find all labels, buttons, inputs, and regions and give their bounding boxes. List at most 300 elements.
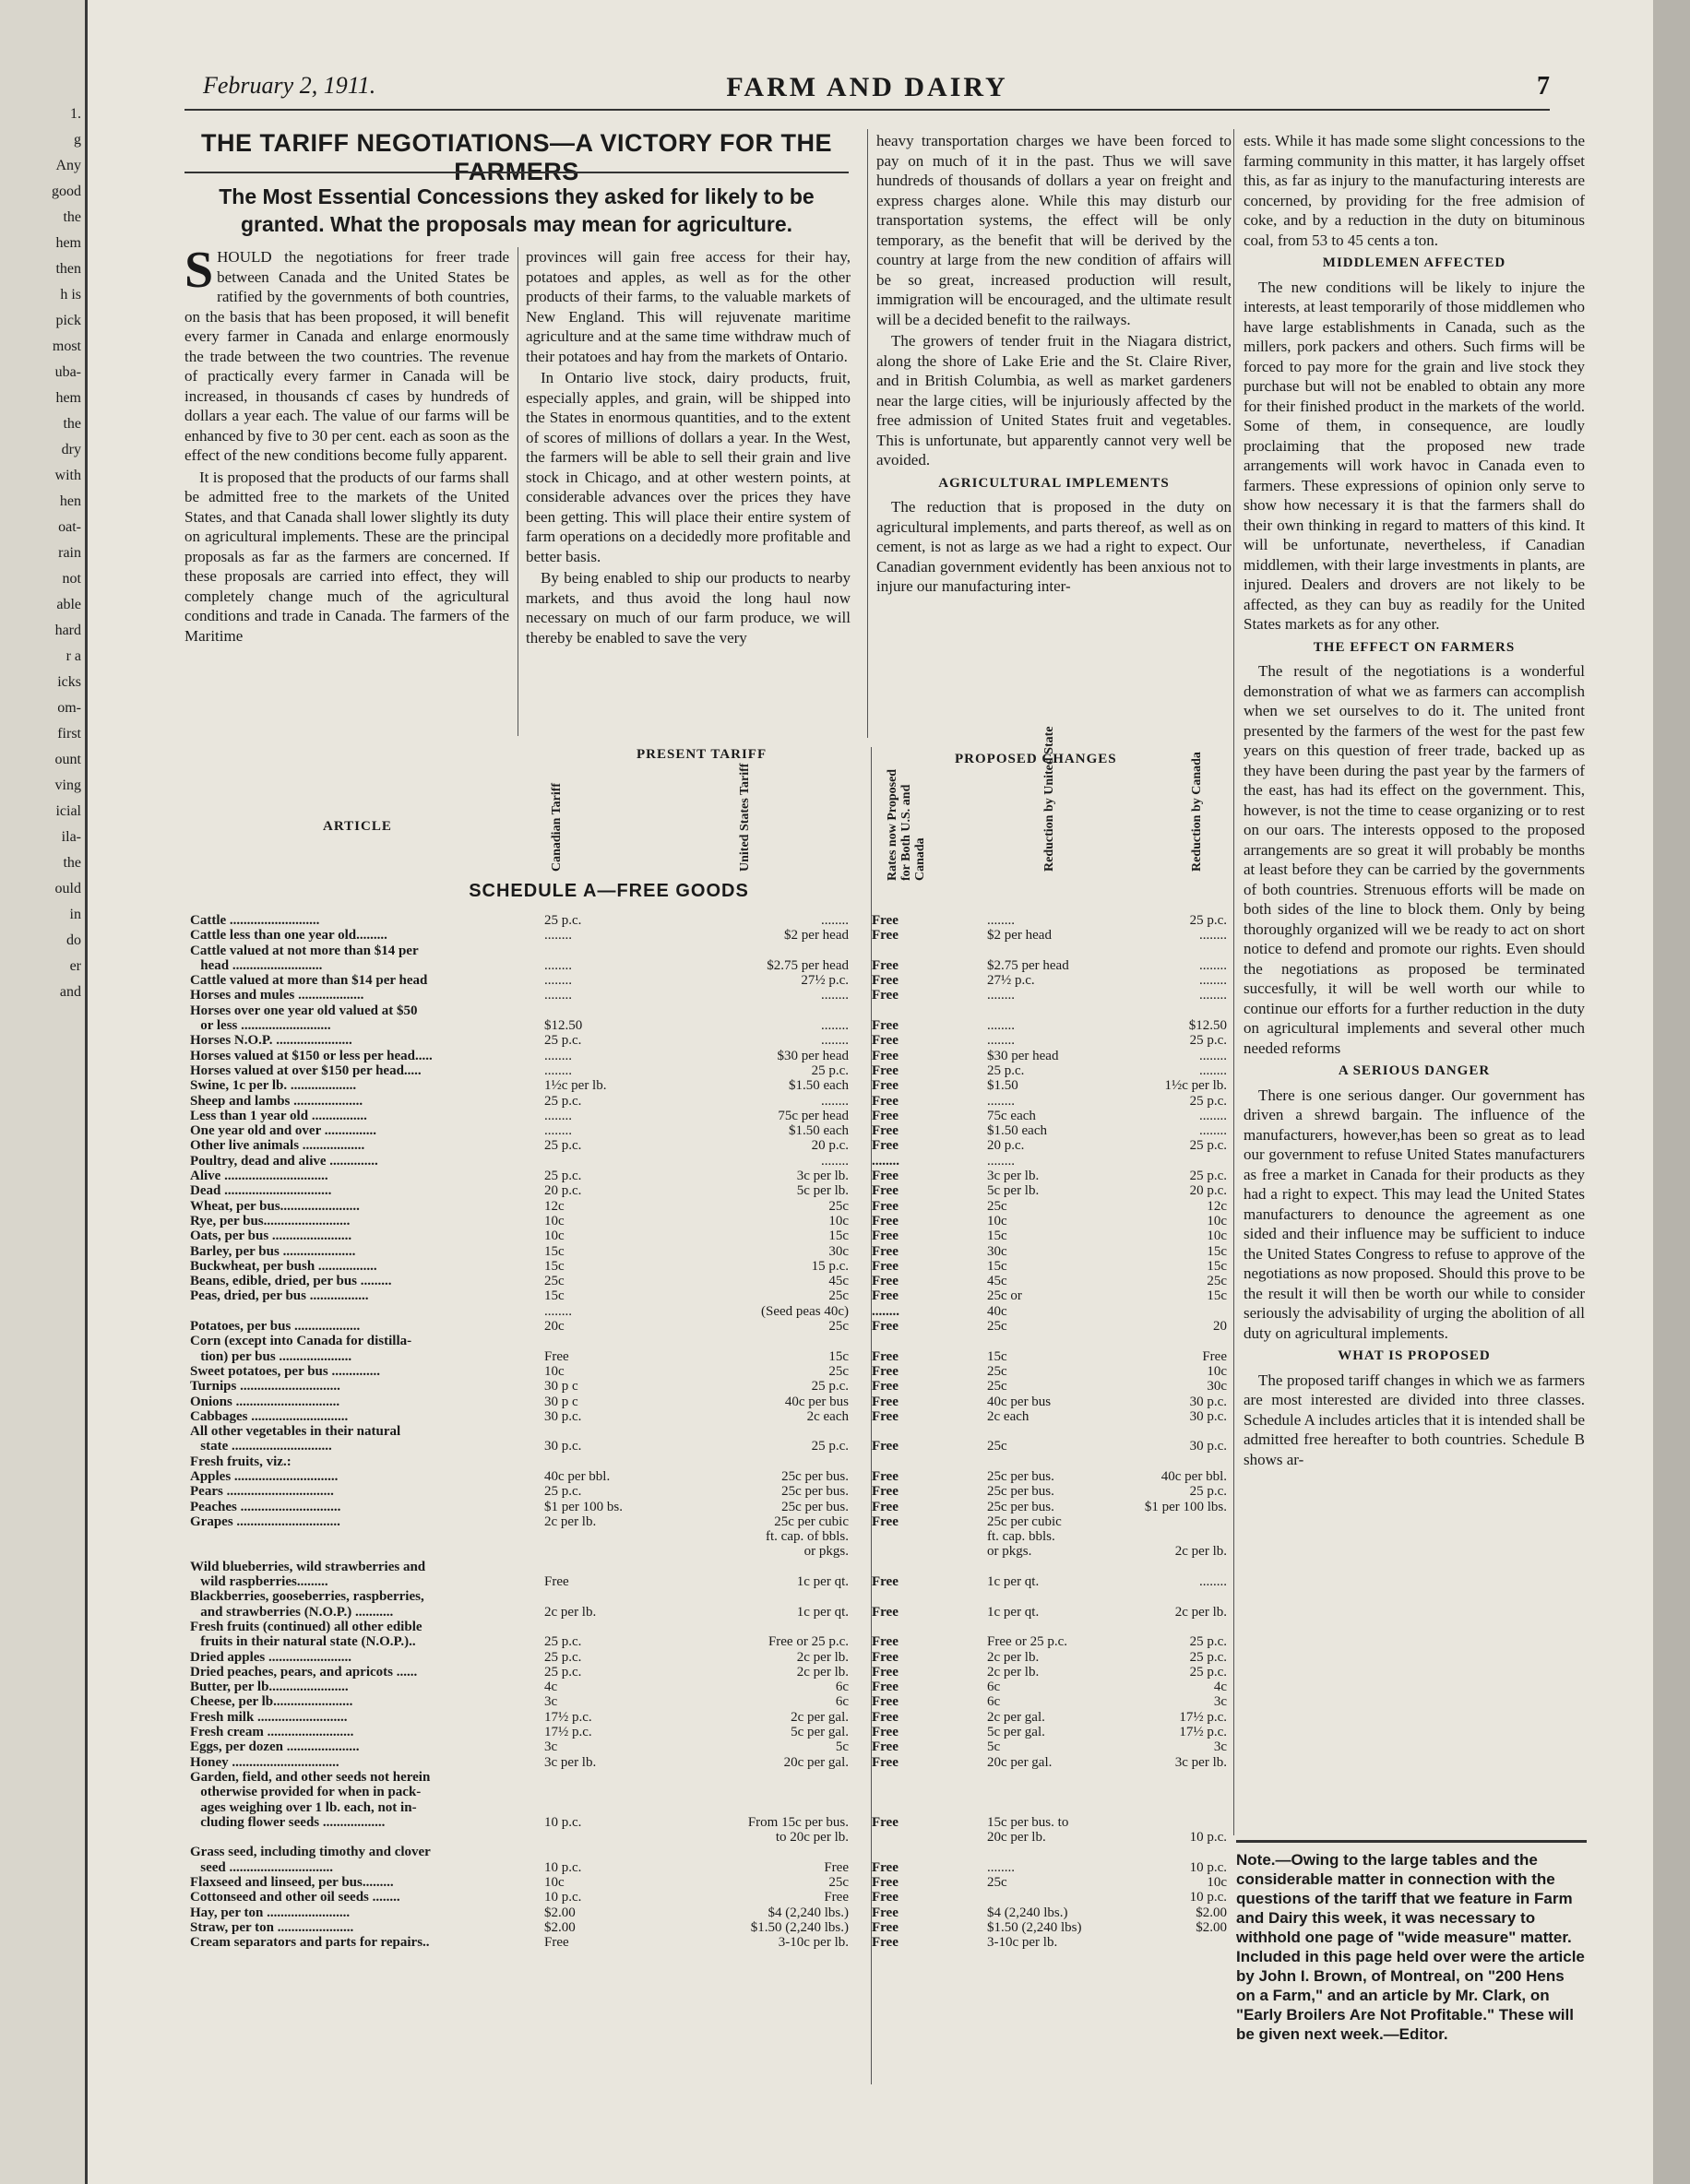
- article-cell: Horses over one year old valued at $50: [190, 1003, 418, 1018]
- reduction-us-cell: 25c: [987, 1875, 1007, 1890]
- reduction-canada-cell: 25 p.c.: [1189, 1093, 1227, 1109]
- us-tariff-cell: ........: [821, 1018, 849, 1034]
- facing-page-fragment: g: [74, 132, 81, 148]
- reduction-canada-cell: 10c: [1207, 1363, 1227, 1379]
- proposed-changes-heading: PROPOSED CHANGES: [955, 752, 1117, 766]
- article-cell: wild raspberries.........: [190, 1574, 328, 1590]
- reduction-us-cell: 27½ p.c.: [987, 973, 1035, 989]
- proposed-rate-cell: Free: [872, 1108, 899, 1123]
- canadian-tariff-cell: 10c: [544, 1363, 565, 1379]
- article-cell: Fresh milk ..........................: [190, 1709, 348, 1725]
- article-headline: THE TARIFF NEGOTIATIONS—A VICTORY FOR THE FARMERS: [200, 129, 832, 185]
- article-cell: cluding flower seeds ..................: [190, 1814, 386, 1830]
- paragraph: The growers of tender fruit in the Niagara district, along the shore of Lake Erie and the St. Claire River, and in British Columbia, as well as market gardeners near the large cities, will be injuriously affected by the free admission of United States fruit and vegetables. This is unfortunate, but apparently cannot very well be avoided.: [876, 332, 1232, 469]
- proposed-rate-cell: Free: [872, 1062, 899, 1078]
- canadian-tariff-cell: Free: [544, 1348, 569, 1364]
- article-cell: Butter, per lb.......................: [190, 1680, 349, 1695]
- reduction-canada-cell: 10 p.c.: [1189, 1859, 1227, 1875]
- table-row: [184, 973, 1227, 988]
- article-cell: Wheat, per bus.......................: [190, 1198, 360, 1214]
- headline-rule: [184, 172, 849, 173]
- us-tariff-cell: Free or 25 p.c.: [768, 1634, 849, 1650]
- table-row: [184, 1920, 1227, 1935]
- table-row: [184, 1755, 1227, 1770]
- article-cell: Pears ...............................: [190, 1484, 334, 1500]
- proposed-rate-cell: Free: [872, 1198, 899, 1214]
- reduction-canada-cell: 25 p.c.: [1189, 1138, 1227, 1154]
- reduction-us-cell: 25c per bus.: [987, 1484, 1054, 1500]
- reduction-us-cell: 25c: [987, 1439, 1007, 1454]
- us-tariff-cell: 6c: [835, 1680, 849, 1695]
- us-tariff-cell: ........: [821, 988, 849, 1003]
- table-row: [184, 1875, 1227, 1890]
- proposed-rate-cell: Free: [872, 1078, 899, 1094]
- section-heading: AGRICULTURAL IMPLEMENTS: [938, 475, 1170, 491]
- us-tariff-cell: 15c: [828, 1348, 849, 1364]
- proposed-rate-cell: Free: [872, 1890, 899, 1905]
- article-cell: Garden, field, and other seeds not herein: [190, 1769, 431, 1785]
- reduction-us-cell: 15c: [987, 1228, 1007, 1244]
- canadian-tariff-cell: 10c: [544, 1875, 565, 1890]
- us-tariff-cell: 10c: [828, 1213, 849, 1228]
- canadian-tariff-cell: 25 p.c.: [544, 1138, 582, 1154]
- proposed-rate-cell: Free: [872, 1183, 899, 1199]
- reduction-us-cell: 25c: [987, 1198, 1007, 1214]
- article-cell: Dead ...............................: [190, 1183, 332, 1199]
- reduction-canada-cell: 30 p.c.: [1189, 1408, 1227, 1424]
- us-tariff-cell: $30 per head: [777, 1048, 849, 1063]
- table-row: [184, 1529, 1227, 1544]
- reduction-canada-cell: ........: [1199, 1108, 1227, 1123]
- article-cell: Turnips .............................: [190, 1379, 340, 1395]
- table-row: [184, 1680, 1227, 1694]
- facing-page-fragment: in: [69, 907, 81, 922]
- table-row: [184, 1890, 1227, 1905]
- reduction-us-cell: ........: [987, 1033, 1015, 1049]
- article-cell: Corn (except into Canada for distilla-: [190, 1334, 412, 1349]
- us-tariff-cell: 25 p.c.: [811, 1439, 849, 1454]
- article-cell: Cream separators and parts for repairs..: [190, 1935, 430, 1951]
- section-heading: THE EFFECT ON FARMERS: [1313, 639, 1516, 655]
- facing-page-fragment: Any: [55, 158, 81, 173]
- paragraph: By being enabled to ship our products to nearby markets, and thus avoid the long haul now necessary on much of our farm produce, we will thereby be enabled to save the very: [526, 569, 851, 647]
- facing-page-fragment: rain: [58, 545, 81, 561]
- article-cell: Hay, per ton ........................: [190, 1905, 351, 1920]
- reduction-us-cell: ........: [987, 1018, 1015, 1034]
- reduction-us-cell: 3-10c per lb.: [987, 1935, 1058, 1951]
- reduction-canada-cell: 17½ p.c.: [1179, 1709, 1227, 1725]
- proposed-rate-cell: Free: [872, 1348, 899, 1364]
- proposed-rate-cell: Free: [872, 1649, 899, 1665]
- reduction-canada-cell: 20: [1213, 1319, 1227, 1335]
- table-row: [184, 1830, 1227, 1845]
- reduction-us-cell: 25c or: [987, 1288, 1022, 1304]
- facing-page-fragment: and: [59, 984, 81, 1000]
- us-tariff-cell: 40c per bus: [784, 1394, 849, 1409]
- article-cell: One year old and over ...............: [190, 1123, 376, 1139]
- table-row: [184, 1169, 1227, 1183]
- reduction-us-cell: ........: [987, 1153, 1015, 1169]
- paragraph: heavy transportation charges we have been forced to pay on much of it in the past. Thus we will save hundreds of thousands of dollars a year on freight and express charges alone. While this may disturb our transportation systems, the effect will be only temporary, as the benefit that will be derived by the country at large from the new condition of affairs will be so great, increased production will result, immigration will be encouraged, and the ultimate result will be a decided benefit to the railways.: [876, 132, 1232, 328]
- reduction-us-cell: $1.50 each: [987, 1123, 1047, 1139]
- table-row: [184, 1710, 1227, 1725]
- article-cell: Dried apples ........................: [190, 1649, 352, 1665]
- table-row: [184, 988, 1227, 1003]
- paragraph: There is one serious danger. Our government has driven a shrewd bargain. The influence of the manufacturers, however,has been so great as to lead our government to refuse United States manufacturers as free a market in Canada for their products as they had a right to expect. This may lead the United States manufacturers to denounce the agreement as one sided and their influence may be sufficient to induce the United States Congress to refuse to approve of the negotiations as now proposed. Should this prove to be the result it will then be worth our while to consider seriously the advisability of urging the abolition of all duty on agricultural implements.: [1244, 1086, 1585, 1342]
- article-cell: Less than 1 year old ................: [190, 1108, 367, 1123]
- us-tariff-cell: 25c per bus.: [781, 1468, 849, 1484]
- reduction-us-cell: 25c: [987, 1319, 1007, 1335]
- reduction-us-cell: 5c per gal.: [987, 1725, 1045, 1740]
- proposed-rate-cell: Free: [872, 1664, 899, 1680]
- paragraph: The new conditions will be likely to injure the interests, at least temporarily of those middlemen who have large establishments in Canada, such as the millers, pork packers and others. Such firms will be forced to pay more for the grain and live stock they purchase but will not be enabled to obtain any more for their finished product in the markets of the world. Some of them, in consequence, are loudly proclaiming that the proposed new trade arrangements will work havoc in Canada even to farmers. These expressions of opinion only serve to show how necessary it is that the farmers shall do their own thinking in regard to matters of this kind. It will be unfortunate, nevertheless, if Canadian middlemen, with their large investments in plants, are injured. Dealers and drovers are not likely to be affected, as they can buy as readily for the United States markets as for any other.: [1244, 278, 1585, 633]
- paragraph: It is proposed that the products of our farms shall be admitted free to the markets of the United States, and that Canada shall lower slightly its duty on agricultural implements. These are the principal proposals as far as the farmers are concerned. If these proposals are carried into effect, they will completely change much of the agricultural conditions and trade in Canada. The farmers of the Maritime: [184, 468, 509, 645]
- reduction-canada-cell: 3c: [1213, 1739, 1227, 1755]
- canadian-tariff-cell: 25 p.c.: [544, 913, 582, 928]
- facing-page-fragment: oat-: [58, 519, 81, 535]
- schedule-a-heading: SCHEDULE A—FREE GOODS: [469, 881, 749, 901]
- canadian-tariff-cell: 30 p c: [544, 1394, 578, 1409]
- canadian-tariff-cell: 2c per lb.: [544, 1513, 597, 1529]
- table-row: [184, 1259, 1227, 1274]
- proposed-rate-cell: Free: [872, 1680, 899, 1695]
- article-cell: Horses valued at over $150 per head.....: [190, 1062, 422, 1078]
- reduction-canada-cell: $1 per 100 lbs.: [1144, 1499, 1227, 1514]
- canadian-tariff-cell: 10c: [544, 1213, 565, 1228]
- reduction-canada-cell: 10c: [1207, 1228, 1227, 1244]
- canadian-tariff-cell: 25 p.c.: [544, 1033, 582, 1049]
- table-row: [184, 1003, 1227, 1018]
- section-heading: A SERIOUS DANGER: [1338, 1063, 1491, 1078]
- masthead: FARM AND DAIRY: [726, 72, 1008, 102]
- table-row: [184, 1560, 1227, 1574]
- reduction-us-cell: 15c per bus. to: [987, 1814, 1069, 1830]
- proposed-rate-cell: Free: [872, 1363, 899, 1379]
- proposed-rate-cell: Free: [872, 1228, 899, 1244]
- facing-page-fragment: the: [63, 855, 81, 871]
- canadian-tariff-cell: 30 p c: [544, 1379, 578, 1395]
- us-tariff-cell: Free: [824, 1859, 849, 1875]
- us-tariff-cell: 25c: [828, 1319, 849, 1335]
- facing-page-fragment: ving: [54, 777, 81, 793]
- article-cell: Cottonseed and other oil seeds ........: [190, 1890, 400, 1905]
- canadian-tariff-cell: $2.00: [544, 1905, 576, 1920]
- reduction-us-cell: 25 p.c.: [987, 1062, 1025, 1078]
- proposed-rate-cell: Free: [872, 1484, 899, 1500]
- canadian-tariff-cell: 25 p.c.: [544, 1169, 582, 1184]
- article-cell: Cattle ..........................: [190, 913, 320, 928]
- article-cell: state .............................: [190, 1439, 332, 1454]
- proposed-rate-cell: Free: [872, 1905, 899, 1920]
- reduction-us-cell: or pkgs.: [987, 1544, 1032, 1560]
- article-cell: Fresh fruits (continued) all other edible: [190, 1619, 422, 1634]
- us-tariff-cell: 20 p.c.: [811, 1138, 849, 1154]
- facing-page-fragment: with: [54, 468, 81, 483]
- article-column-4: [1244, 131, 1585, 1471]
- us-tariff-cell: to 20c per lb.: [775, 1830, 849, 1846]
- table-row: [184, 1349, 1227, 1364]
- proposed-rate-cell: Free: [872, 1439, 899, 1454]
- paragraph: provinces will gain free access for their hay, potatoes and apples, as well as for the other products of their farms, to the valuable markets of New England. This will rejuvenate maritime agriculture and at the same time withdraw much of their potatoes and hay from the markets of Ontario.: [526, 248, 851, 365]
- table-row: [184, 1183, 1227, 1198]
- canadian-tariff-cell: 17½ p.c.: [544, 1709, 592, 1725]
- article-cell: Fresh cream .........................: [190, 1725, 354, 1740]
- us-tariff-cell: ........: [821, 913, 849, 928]
- proposed-rate-cell: ........: [872, 1303, 899, 1319]
- table-row: [184, 1274, 1227, 1288]
- proposed-rate-cell: Free: [872, 1048, 899, 1063]
- proposed-rate-cell: Free: [872, 1499, 899, 1514]
- proposed-rate-cell: ........: [872, 1153, 899, 1169]
- table-row: [184, 1725, 1227, 1739]
- table-row: [184, 1109, 1227, 1123]
- table-row: [184, 1739, 1227, 1754]
- table-row: [184, 1650, 1227, 1665]
- reduction-canada-cell: 2c per lb.: [1174, 1544, 1227, 1560]
- reduction-us-cell: 45c: [987, 1274, 1007, 1289]
- facing-page-fragment: hard: [54, 623, 81, 638]
- proposed-rate-cell: Free: [872, 1379, 899, 1395]
- facing-page-fragment: do: [66, 932, 81, 948]
- canadian-tariff-cell: 25 p.c.: [544, 1649, 582, 1665]
- us-tariff-cell: 6c: [835, 1694, 849, 1710]
- reduction-canada-cell: 30 p.c.: [1189, 1394, 1227, 1409]
- facing-page-fragment: most: [52, 338, 81, 354]
- reduction-us-cell: 5c: [987, 1739, 1001, 1755]
- reduction-canada-cell: 1½c per lb.: [1164, 1078, 1227, 1094]
- reduction-canada-cell: 20 p.c.: [1189, 1183, 1227, 1199]
- reduction-canada-cell: ........: [1199, 973, 1227, 989]
- article-cell: otherwise provided for when in pack-: [190, 1785, 422, 1800]
- reduction-canada-cell: 3c: [1213, 1694, 1227, 1710]
- facing-page-fragment: able: [56, 597, 81, 612]
- us-tariff-cell: or pkgs.: [803, 1544, 849, 1560]
- article-cell: Fresh fruits, viz.:: [190, 1454, 292, 1469]
- proposed-rate-cell: Free: [872, 1513, 899, 1529]
- us-tariff-cell: 1c per qt.: [796, 1574, 849, 1590]
- article-cell: Straw, per ton ......................: [190, 1919, 354, 1935]
- facing-page-fragment: hen: [59, 493, 81, 509]
- article-cell: Flaxseed and linseed, per bus.........: [190, 1875, 394, 1890]
- facing-page-fragment: hem: [55, 235, 81, 251]
- facing-page-fragment: first: [57, 726, 81, 742]
- section-heading: WHAT IS PROPOSED: [1338, 1348, 1491, 1363]
- canadian-tariff-cell: 15c: [544, 1243, 565, 1259]
- canadian-tariff-cell: 3c: [544, 1739, 558, 1755]
- reduction-canada-cell: 25 p.c.: [1189, 1664, 1227, 1680]
- facing-page-fragment: ount: [54, 752, 81, 767]
- canadian-tariff-cell: 15c: [544, 1258, 565, 1274]
- reduction-us-cell: 5c per lb.: [987, 1183, 1040, 1199]
- us-tariff-cell: $1.50 (2,240 lbs.): [750, 1919, 849, 1935]
- paragraph: In Ontario live stock, dairy products, fruit, especially apples, and grain, will be shipped into the States in enormous quantities, and to the extent of scores of millions of dollars a year. In the West, the farmers will be able to sell their grain and live stock in Chicago, and at other western points, at considerable advances over the prices they have been getting. This will place their entire system of farm operations on a decidedly more profitable and better basis.: [526, 369, 851, 565]
- article-cell: Onions ..............................: [190, 1394, 340, 1409]
- article-cell: fruits in their natural state (N.O.P.)..: [190, 1634, 416, 1650]
- table-row: [184, 1319, 1227, 1334]
- proposed-rate-cell: Free: [872, 1394, 899, 1409]
- canadian-tariff-cell: 2c per lb.: [544, 1604, 597, 1620]
- table-row: [184, 1484, 1227, 1499]
- article-cell: Grass seed, including timothy and clover: [190, 1845, 431, 1860]
- canadian-tariff-cell: 10c: [544, 1228, 565, 1244]
- facing-page-fragment: om-: [57, 700, 81, 716]
- canadian-tariff-cell: $2.00: [544, 1919, 576, 1935]
- facing-page-fragment: icks: [57, 674, 81, 690]
- table-row: [184, 1574, 1227, 1589]
- canadian-tariff-cell: $12.50: [544, 1018, 583, 1034]
- reduction-us-cell: $1.50 (2,240 lbs): [987, 1919, 1082, 1935]
- article-cell: Horses valued at $150 or less per head.....: [190, 1048, 433, 1063]
- reduction-canada-cell: ........: [1199, 957, 1227, 973]
- article-cell: Peas, dried, per bus .................: [190, 1288, 369, 1304]
- table-row: [184, 1138, 1227, 1153]
- table-row: [184, 1439, 1227, 1454]
- us-tariff-cell: $1.50 each: [789, 1078, 849, 1094]
- canadian-tariff-cell: ........: [544, 1123, 572, 1139]
- article-column-3: [876, 131, 1232, 599]
- table-row: [184, 1304, 1227, 1319]
- table-row: [184, 1018, 1227, 1033]
- article-cell: Rye, per bus.........................: [190, 1213, 351, 1228]
- canadian-tariff-cell: 1½c per lb.: [544, 1078, 607, 1094]
- reduction-us-cell: 15c: [987, 1258, 1007, 1274]
- proposed-rate-cell: Free: [872, 1725, 899, 1740]
- canadian-tariff-cell: ........: [544, 1062, 572, 1078]
- us-tariff-cell: $2.75 per head: [767, 957, 849, 973]
- canadian-tariff-cell: 12c: [544, 1198, 565, 1214]
- reduction-us-cell: 2c per lb.: [987, 1649, 1040, 1665]
- table-row: [184, 1665, 1227, 1680]
- reduction-canada-cell: 15c: [1207, 1258, 1227, 1274]
- canadian-tariff-cell: 25 p.c.: [544, 1664, 582, 1680]
- reduction-canada-cell: $2.00: [1196, 1919, 1227, 1935]
- reduction-us-cell: ........: [987, 1859, 1015, 1875]
- article-cell: tion) per bus .....................: [190, 1348, 352, 1364]
- us-tariff-cell: 25 p.c.: [811, 1062, 849, 1078]
- canadian-tariff-cell: ........: [544, 1048, 572, 1063]
- proposed-rate-cell: Free: [872, 1935, 899, 1951]
- facing-page-fragment: dry: [61, 442, 81, 457]
- article-cell: Peaches .............................: [190, 1499, 341, 1514]
- reduction-canada-cell: 25c: [1207, 1274, 1227, 1289]
- reduction-us-cell: 40c: [987, 1303, 1007, 1319]
- proposed-rate-cell: Free: [872, 1258, 899, 1274]
- facing-page-fragment: then: [55, 261, 81, 277]
- reduction-canada-cell: $2.00: [1196, 1905, 1227, 1920]
- table-row: [184, 1770, 1227, 1785]
- proposed-rate-cell: Free: [872, 1243, 899, 1259]
- us-tariff-cell: 25c: [828, 1198, 849, 1214]
- article-cell: and strawberries (N.O.P.) ...........: [190, 1604, 394, 1620]
- article-cell: Grapes ..............................: [190, 1513, 340, 1529]
- proposed-rate-cell: Free: [872, 1169, 899, 1184]
- proposed-rate-cell: Free: [872, 1574, 899, 1590]
- article-cell: Horses and mules ...................: [190, 988, 364, 1003]
- article-cell: Sheep and lambs ....................: [190, 1093, 363, 1109]
- canadian-tariff-cell: 3c: [544, 1694, 558, 1710]
- us-tariff-cell: 1c per qt.: [796, 1604, 849, 1620]
- paragraph: The proposed tariff changes in which we as farmers are most interested are divided into three classes. Schedule A includes articles that it is intended shall be admitted free hereafter to both countries. Schedule B shows ar-: [1244, 1371, 1585, 1468]
- table-row: [184, 1364, 1227, 1379]
- us-tariff-cell: 2c each: [806, 1408, 849, 1424]
- article-cell: or less ..........................: [190, 1018, 331, 1034]
- article-cell: Cabbages ............................: [190, 1408, 349, 1424]
- facing-page-fragment: hem: [55, 390, 81, 406]
- reduction-us-cell: $4 (2,240 lbs.): [987, 1905, 1068, 1920]
- facing-page-fragment: er: [69, 958, 81, 974]
- proposed-rate-cell: Free: [872, 928, 899, 944]
- facing-page-fragment: not: [62, 571, 81, 587]
- canadian-tariff-cell: 20c: [544, 1319, 565, 1335]
- canadian-tariff-cell: ........: [544, 973, 572, 989]
- us-tariff-cell: $1.50 each: [789, 1123, 849, 1139]
- table-row: [184, 928, 1227, 943]
- canadian-tariff-cell: Free: [544, 1935, 569, 1951]
- article-cell: Cattle valued at more than $14 per head: [190, 973, 428, 989]
- reduction-us-cell: 25c: [987, 1363, 1007, 1379]
- us-tariff-cell: ........: [821, 1153, 849, 1169]
- facing-page-fragment: pick: [55, 313, 81, 328]
- us-tariff-cell: ........: [821, 1033, 849, 1049]
- canadian-tariff-cell: 20 p.c.: [544, 1183, 582, 1199]
- us-tariff-cell: (Seed peas 40c): [761, 1303, 849, 1319]
- reduction-us-cell: 30c: [987, 1243, 1007, 1259]
- reduction-us-cell: 10c: [987, 1213, 1007, 1228]
- proposed-rate-cell: Free: [872, 1709, 899, 1725]
- article-cell: Dried peaches, pears, and apricots ......: [190, 1664, 418, 1680]
- us-tariff-cell: 75c per head: [778, 1108, 849, 1123]
- facing-page-fragment: 1.: [70, 106, 81, 122]
- us-tariff-cell: 15c: [828, 1228, 849, 1244]
- us-tariff-cell: 5c per gal.: [791, 1725, 849, 1740]
- us-tariff-cell: 30c: [828, 1243, 849, 1259]
- canadian-tariff-cell: Free: [544, 1574, 569, 1590]
- reduction-canada-cell: 25 p.c.: [1189, 1484, 1227, 1500]
- article-column-1: [184, 242, 509, 647]
- proposed-rate-cell: Free: [872, 1634, 899, 1650]
- proposed-rate-cell: Free: [872, 1018, 899, 1034]
- table-row: [184, 1500, 1227, 1514]
- proposed-rate-cell: Free: [872, 1468, 899, 1484]
- reduction-us-cell: 25c per bus.: [987, 1468, 1054, 1484]
- us-tariff-cell: 25c per bus.: [781, 1499, 849, 1514]
- reduction-canada-cell: 10 p.c.: [1189, 1830, 1227, 1846]
- reduction-by-canada-heading: Reduction by Canada: [1190, 752, 1204, 872]
- proposed-rate-cell: Free: [872, 1604, 899, 1620]
- table-row: [184, 1634, 1227, 1649]
- table-row: [184, 1905, 1227, 1920]
- present-tariff-heading: PRESENT TARIFF: [637, 747, 768, 762]
- table-row: [184, 1815, 1227, 1830]
- column-rule: [867, 129, 868, 738]
- reduction-us-cell: 75c each: [987, 1108, 1036, 1123]
- proposed-rate-cell: Free: [872, 1288, 899, 1304]
- article-cell: ages weighing over 1 lb. each, not in-: [190, 1799, 417, 1815]
- reduction-us-cell: 6c: [987, 1694, 1001, 1710]
- proposed-rate-cell: Free: [872, 1694, 899, 1710]
- canadian-tariff-cell: ........: [544, 988, 572, 1003]
- reduction-canada-cell: 3c per lb.: [1174, 1754, 1227, 1770]
- us-tariff-cell: 25c: [828, 1363, 849, 1379]
- reduction-canada-cell: ........: [1199, 1123, 1227, 1139]
- table-row: [184, 1620, 1227, 1634]
- us-tariff-cell: 27½ p.c.: [801, 973, 849, 989]
- article-subhead: The Most Essential Concessions they asked for likely to be granted. What the proposals may mean for agriculture.: [219, 184, 815, 236]
- article-cell: Alive ..............................: [190, 1169, 328, 1184]
- table-row: [184, 1379, 1227, 1394]
- us-tariff-cell: $4 (2,240 lbs.): [768, 1905, 849, 1920]
- reduction-us-cell: 1c per qt.: [987, 1604, 1040, 1620]
